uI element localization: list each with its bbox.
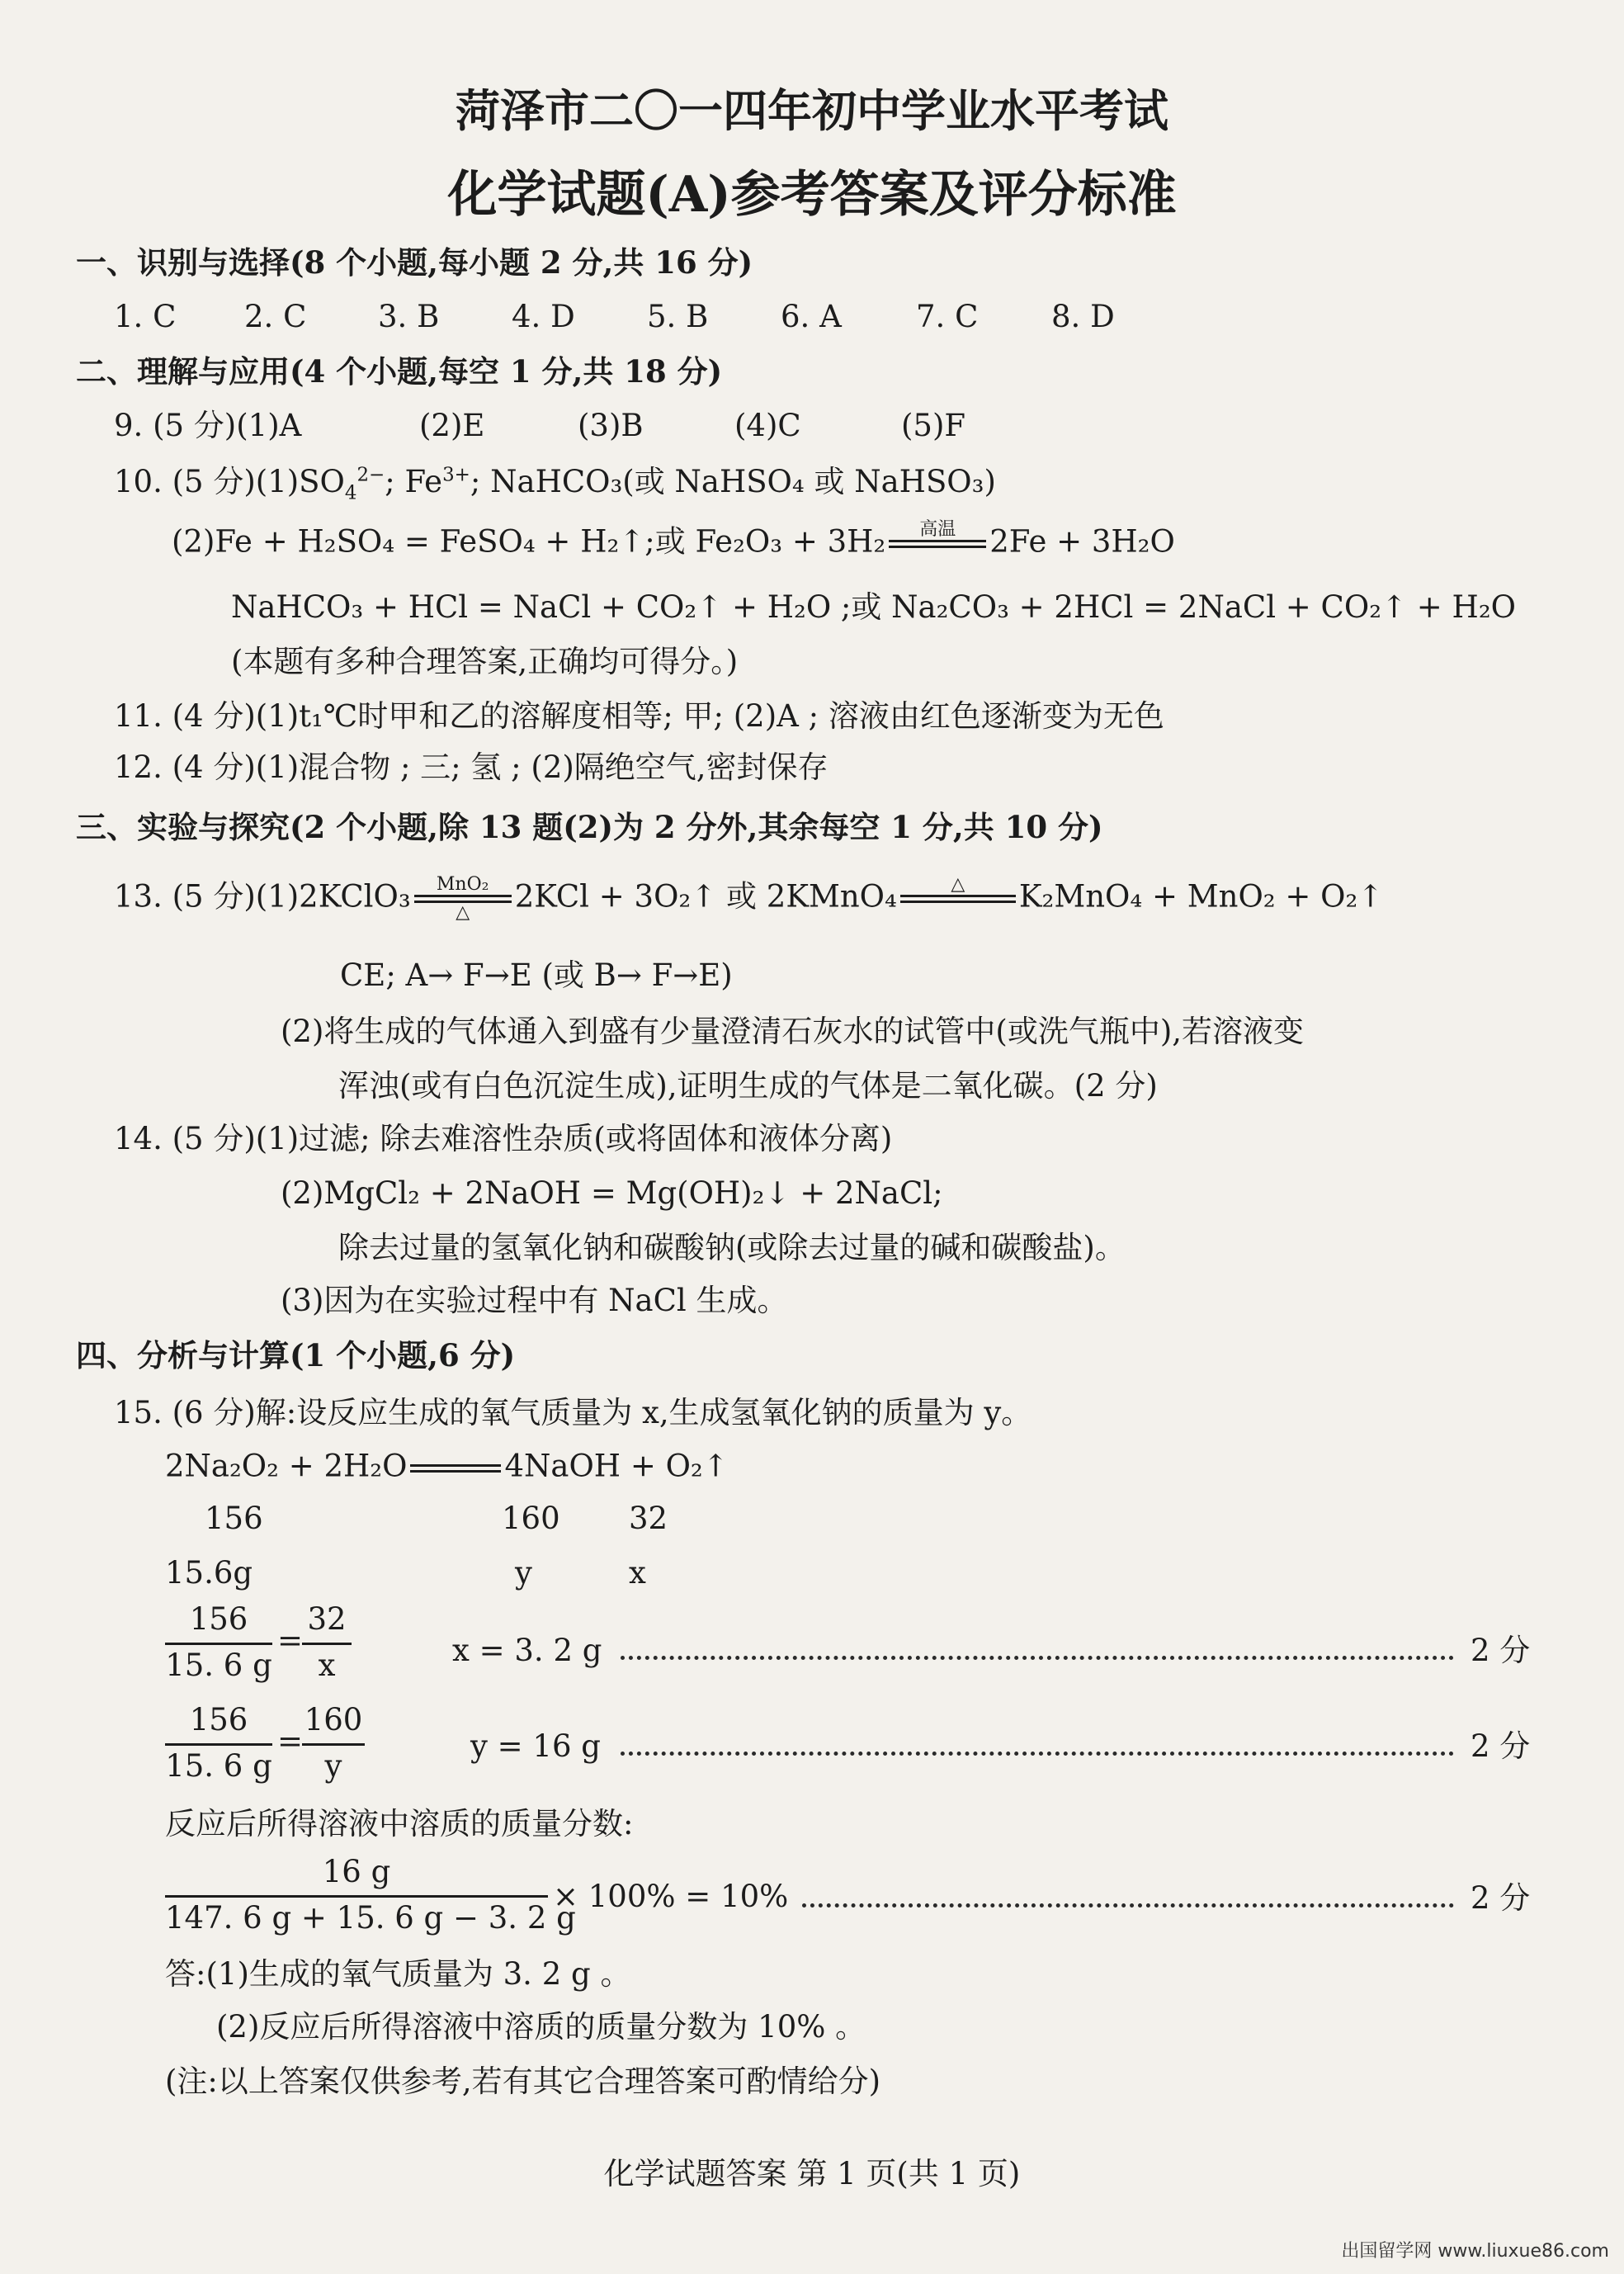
frac2-num-right: 160 <box>304 1702 363 1737</box>
q10-so4-sup: 2− <box>356 464 385 486</box>
result-x: x = 3. 2 g <box>452 1633 602 1668</box>
q10-so4-sub: 4 <box>344 482 357 504</box>
q9-part3: (3)B <box>578 408 644 443</box>
equals-arrow <box>410 1444 501 1492</box>
q13-kmno4-products: K₂MnO₄ + MnO₂ + O₂↑ <box>1018 878 1384 915</box>
heat-arrow <box>900 875 1016 923</box>
answer-1: 1. C <box>114 299 177 334</box>
q10-eq-right: 2Fe + 3H₂O <box>989 523 1175 560</box>
heat-label: △ <box>456 902 470 923</box>
q15-intro: 15. (6 分)解:设反应生成的氧气质量为 x,生成氢氧化钠的质量为 y。 <box>114 1395 1032 1430</box>
exam-title: 菏泽市二〇一四年初中学业水平考试 <box>456 84 1168 137</box>
frac3-num: 16 g <box>322 1854 391 1889</box>
answer-8: 8. D <box>1051 299 1115 334</box>
leader-dots-2 <box>621 1752 1454 1756</box>
mass-fraction-calc <box>165 1854 576 1945</box>
answer-line-1: 答:(1)生成的氧气质量为 3. 2 g 。 <box>165 1956 631 1992</box>
mass-o2: 32 <box>629 1501 668 1536</box>
q13-kclo3: 13. (5 分)(1)2KClO₃ <box>114 878 411 915</box>
answer-6: 6. A <box>781 299 842 334</box>
mass-naoh: 160 <box>502 1501 560 1536</box>
mno2-heat-arrow <box>414 875 512 923</box>
proportion-2: 156 15. 6 g = 160 y <box>165 1702 363 1793</box>
q10-line3: NaHCO₃ + HCl = NaCl + CO₂↑ + H₂O ;或 Na₂CO₃ + 2HCl = 2NaCl + CO₂↑ + H₂O <box>231 589 1516 625</box>
answer-line-2: (2)反应后所得溶液中溶质的质量分数为 10% 。 <box>216 2009 866 2045</box>
reaction-left: 2Na₂O₂ + 2H₂O <box>165 1448 408 1484</box>
proportion-1: 156 15. 6 g = 32 x <box>165 1601 363 1692</box>
frac2-num-left: 156 <box>189 1702 248 1737</box>
mass-fraction-label: 反应后所得溶液中溶质的质量分数: <box>165 1806 634 1841</box>
q12-line: 12. (4 分)(1)混合物 ; 三; 氢 ; (2)隔绝空气,密封保存 <box>114 749 829 785</box>
section-2-heading: 二、理解与应用(4 个小题,每空 1 分,共 18 分) <box>76 353 723 390</box>
q13-line4: 浑浊(或有白色沉淀生成),证明生成的气体是二氧化碳。(2 分) <box>338 1068 1158 1104</box>
high-temp-arrow <box>889 520 986 568</box>
section-1-heading: 一、识别与选择(8 个小题,每小题 2 分,共 16 分) <box>76 244 753 281</box>
q9-part1: 9. (5 分)(1)A <box>114 408 302 443</box>
unknown-x: x <box>629 1555 646 1591</box>
q10-line2 <box>172 520 1175 568</box>
q10-fe-sup: 3+ <box>442 464 470 486</box>
leader-dots-1 <box>621 1656 1454 1660</box>
q9-part5: (5)F <box>901 408 966 443</box>
mno2-label: MnO₂ <box>436 874 489 895</box>
q9-part2: (2)E <box>419 408 485 443</box>
q13-line1 <box>114 875 1383 923</box>
answer-key-title: 化学试题(A)参考答案及评分标准 <box>447 166 1177 224</box>
q14-line4: (3)因为在实验过程中有 NaCl 生成。 <box>281 1283 788 1318</box>
given-mass: 15.6g <box>165 1555 253 1591</box>
heat-label-2: △ <box>951 874 965 895</box>
leader-dots-3 <box>802 1903 1454 1908</box>
mass-na2o2: 156 <box>205 1501 263 1536</box>
frac2-den-right: y <box>324 1748 342 1784</box>
frac1-den-right: x <box>318 1648 336 1683</box>
percent-result: × 100% = 10% <box>553 1879 789 1914</box>
watermark-logo: 出国留学网 www.liuxue86.com <box>1341 2241 1609 2262</box>
section-3-heading: 三、实验与探究(2 个小题,除 13 题(2)为 2 分外,其余每空 1 分,共 10 分) <box>76 809 1103 845</box>
score-2: 2 分 <box>1471 1728 1531 1764</box>
frac1-num-right: 32 <box>307 1601 347 1637</box>
q10-nahco3-text: ; NaHCO₃(或 NaHSO₄ 或 NaHSO₃) <box>470 464 996 499</box>
frac1-num-left: 156 <box>189 1601 248 1637</box>
q14-line2: (2)MgCl₂ + 2NaOH = Mg(OH)₂↓ + 2NaCl; <box>281 1175 943 1211</box>
q14-line3: 除去过量的氢氧化钠和碳酸钠(或除去过量的碱和碳酸盐)。 <box>338 1230 1126 1265</box>
q14-line1: 14. (5 分)(1)过滤; 除去难溶性杂质(或将固体和液体分离) <box>114 1121 893 1156</box>
answer-7: 7. C <box>916 299 979 334</box>
result-y: y = 16 g <box>470 1728 601 1764</box>
high-temp-label: 高温 <box>919 519 956 540</box>
frac3-den: 147. 6 g + 15. 6 g − 3. 2 g <box>165 1900 576 1936</box>
q10-note: (本题有多种合理答案,正确均可得分。) <box>231 644 739 679</box>
footnote: (注:以上答案仅供参考,若有其它合理答案可酌情给分) <box>165 2064 881 2099</box>
q13-mid: 2KCl + 3O₂↑ 或 2KMnO₄ <box>514 878 897 915</box>
answer-5: 5. B <box>647 299 709 334</box>
q13-line3: (2)将生成的气体通入到盛有少量澄清石灰水的试管中(或洗气瓶中),若溶液变 <box>281 1014 1305 1049</box>
frac2-den-left: 15. 6 g <box>165 1748 272 1784</box>
q10-eq-left: (2)Fe + H₂SO₄ = FeSO₄ + H₂↑;或 Fe₂O₃ + 3H₂ <box>172 523 886 560</box>
q10-so4-text: 10. (5 分)(1)SO <box>114 464 345 499</box>
reaction-equation <box>165 1444 729 1492</box>
answer-4: 4. D <box>512 299 575 334</box>
unknown-y: y <box>515 1555 532 1591</box>
section-4-heading: 四、分析与计算(1 个小题,6 分) <box>76 1337 516 1373</box>
q10-fe-text: ; Fe <box>385 464 443 499</box>
q11-line: 11. (4 分)(1)t₁℃时甲和乙的溶解度相等; 甲; (2)A ; 溶液由红色逐渐变为无色 <box>114 698 1164 734</box>
q10-line1 <box>114 464 996 504</box>
answer-2: 2. C <box>244 299 307 334</box>
page-footer: 化学试题答案 第 1 页(共 1 页) <box>603 2156 1021 2191</box>
q9-part4: (4)C <box>734 408 801 443</box>
score-3: 2 分 <box>1471 1880 1531 1916</box>
reaction-right: 4NaOH + O₂↑ <box>504 1448 729 1484</box>
score-1: 2 分 <box>1471 1633 1531 1668</box>
answer-3: 3. B <box>378 299 440 334</box>
q13-line2: CE; A→ F→E (或 B→ F→E) <box>340 957 733 993</box>
frac1-den-left: 15. 6 g <box>165 1648 272 1683</box>
